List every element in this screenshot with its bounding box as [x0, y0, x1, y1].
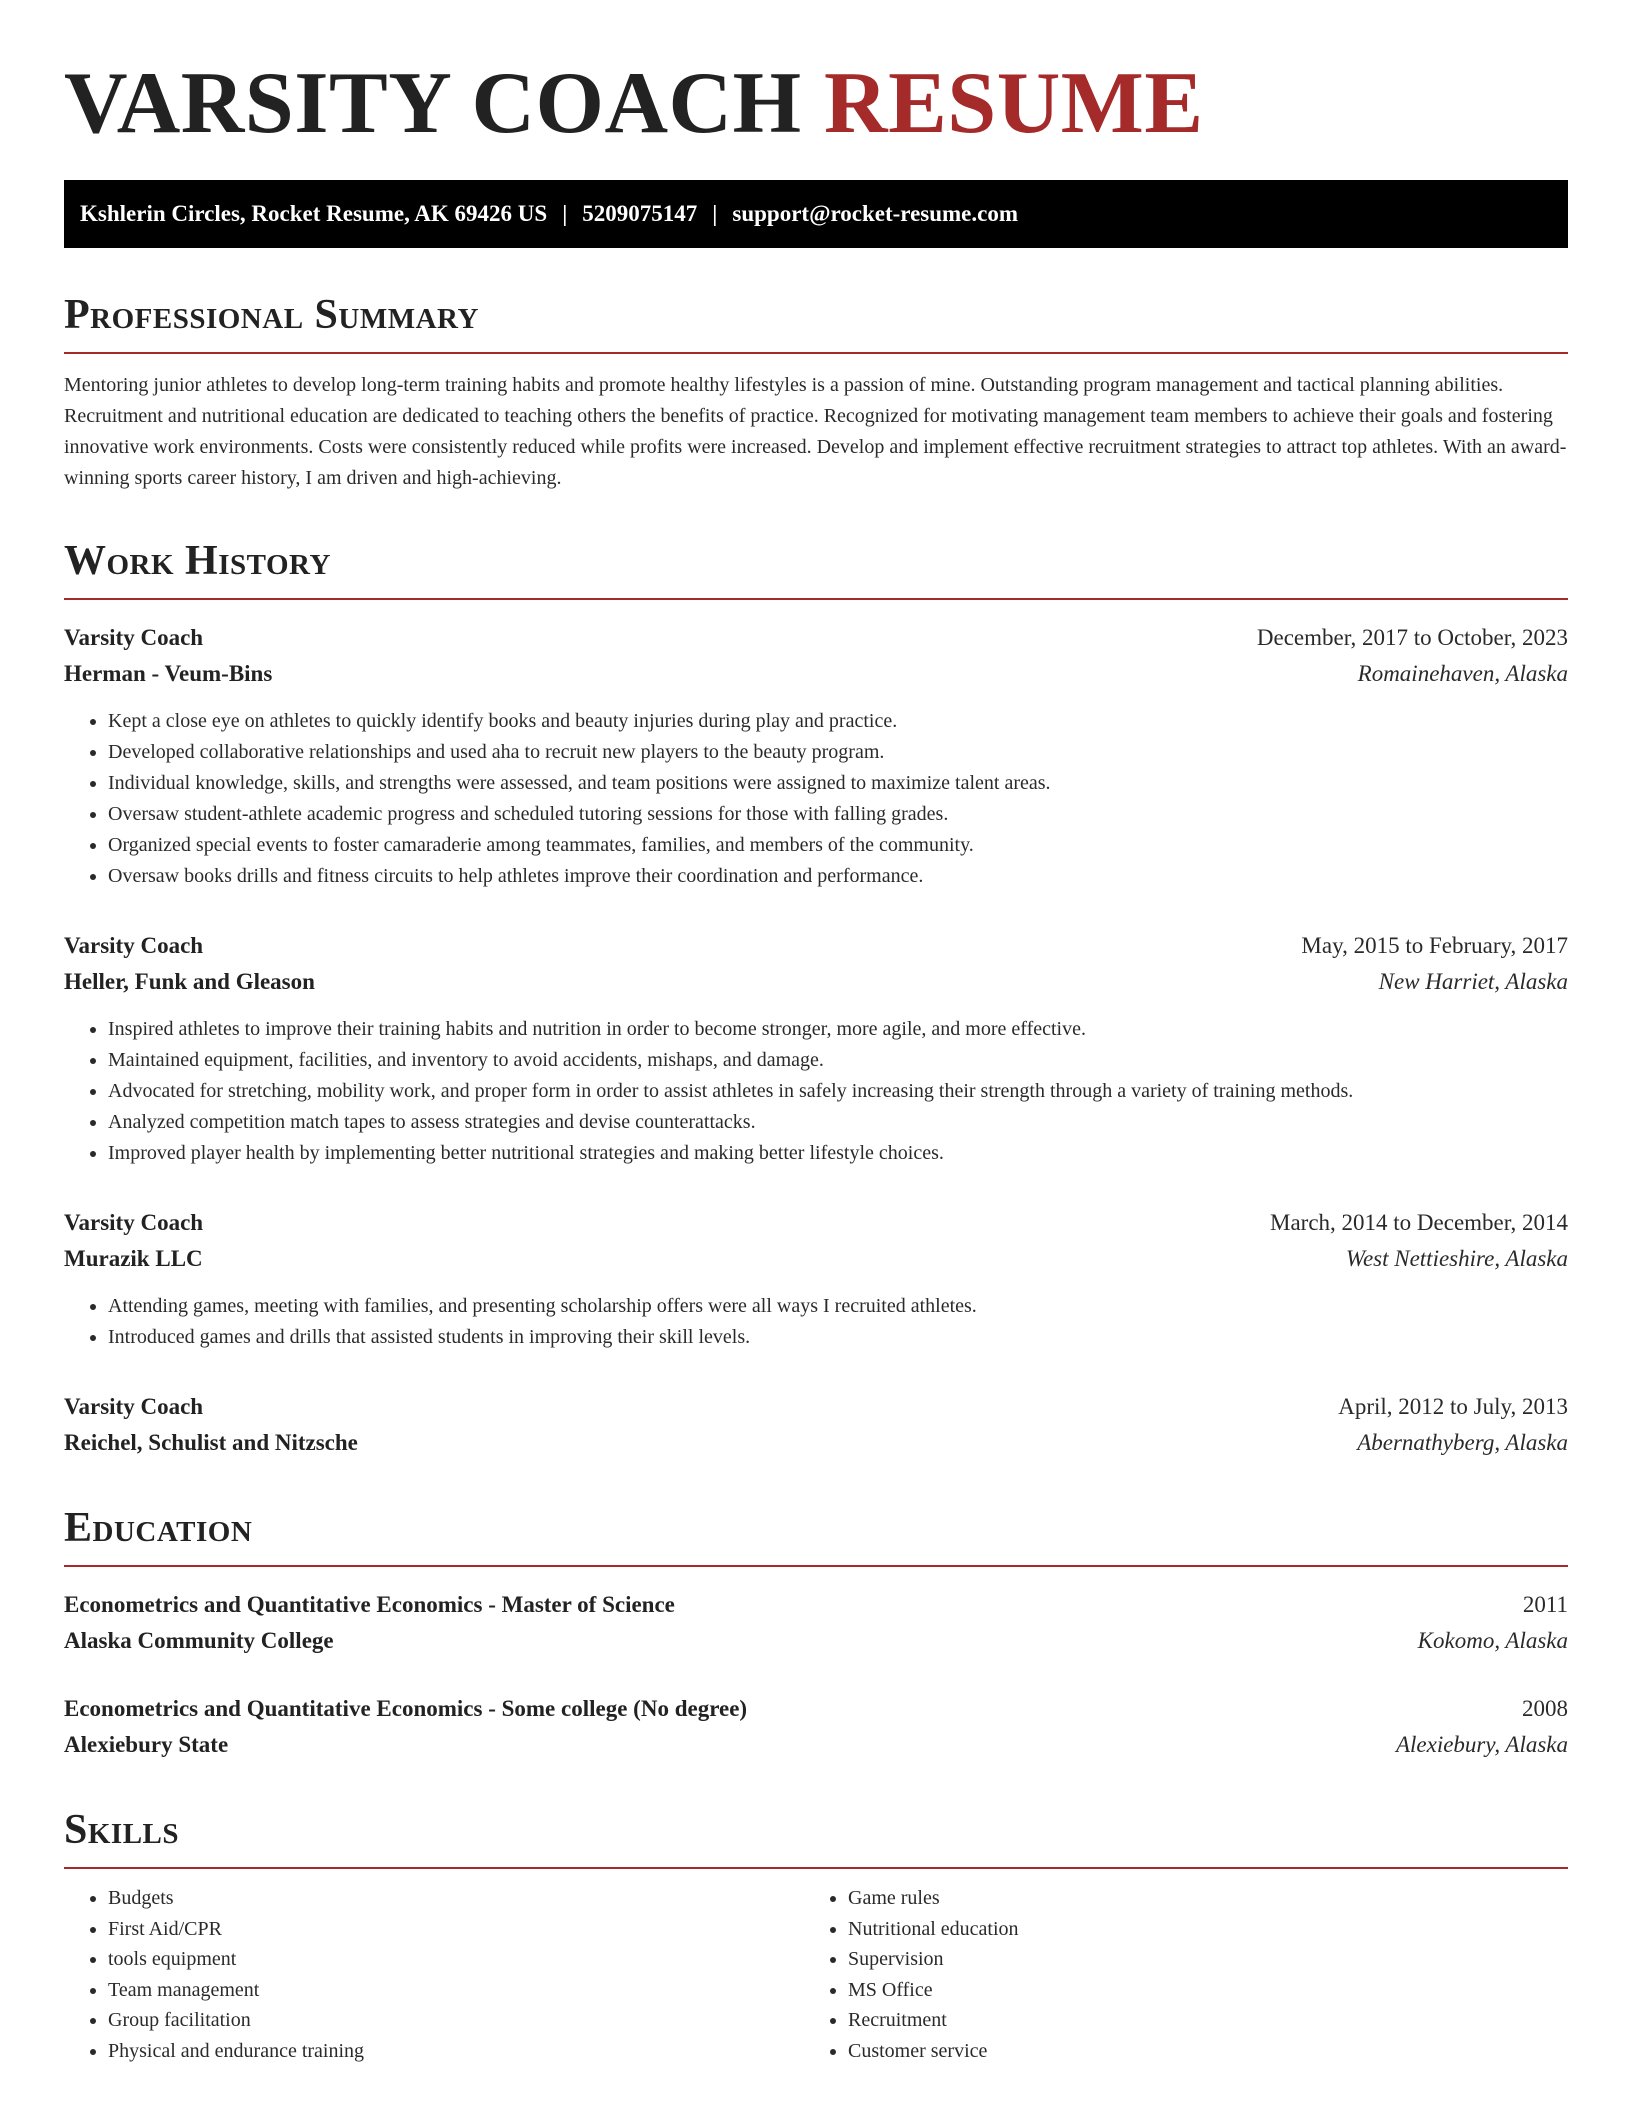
job-company: Murazik LLC: [64, 1246, 203, 1271]
job-dates: April, 2012 to July, 2013: [1338, 1394, 1568, 1419]
skill-item: • Nutritional education: [848, 1914, 1544, 1945]
job-bullet: • Individual knowledge, skills, and strengths were assessed, and team positions were assigned to maximize talent areas.: [108, 768, 1568, 799]
skills-list-right: [804, 1883, 1544, 2066]
education-entry: [64, 1691, 1568, 1763]
work-history-section: [64, 538, 1568, 1461]
job-entry: [64, 620, 1568, 892]
education-degree: Econometrics and Quantitative Economics - Master of Science: [64, 1592, 675, 1617]
skills-heading: Skills: [64, 1807, 1568, 1869]
skills-list-left: [64, 1883, 804, 2066]
job-location: West Nettieshire, Alaska: [1345, 1246, 1568, 1271]
skill-item: • MS Office: [848, 1975, 1544, 2006]
resume-title: [64, 55, 1568, 152]
job-subheader: [64, 656, 1568, 692]
job-subheader: [64, 964, 1568, 1000]
job-header: [64, 620, 1568, 656]
skill-item: • Group facilitation: [108, 2005, 804, 2036]
job-bullet: • Introduced games and drills that assisted students in improving their skill levels.: [108, 1322, 1568, 1353]
job-bullet: • Inspired athletes to improve their training habits and nutrition in order to become stronger, more agile, and more effective.: [108, 1014, 1568, 1045]
job-bullets: [64, 706, 1568, 892]
job-bullet: • Oversaw student-athlete academic progress and scheduled tutoring sessions for those with falling grades.: [108, 799, 1568, 830]
job-header: [64, 928, 1568, 964]
skill-item: • Budgets: [108, 1883, 804, 1914]
skill-item: • Customer service: [848, 2036, 1544, 2067]
job-bullet: • Organized special events to foster camaraderie among teammates, families, and members of the community.: [108, 830, 1568, 861]
job-header: [64, 1205, 1568, 1241]
job-header: [64, 1389, 1568, 1425]
skill-item: • tools equipment: [108, 1944, 804, 1975]
education-entry: [64, 1587, 1568, 1659]
job-bullets: [64, 1014, 1568, 1169]
job-entry: [64, 1389, 1568, 1461]
job-title: Varsity Coach: [64, 1210, 204, 1235]
skill-item: • Physical and endurance training: [108, 2036, 804, 2067]
job-entry: [64, 1205, 1568, 1353]
job-bullet: • Improved player health by implementing better nutritional strategies and making better lifestyle choices.: [108, 1138, 1568, 1169]
job-dates: December, 2017 to October, 2023: [1256, 625, 1568, 650]
contact-phone: 5209075147: [582, 201, 698, 226]
job-bullet: • Analyzed competition match tapes to assess strategies and devise counterattacks.: [108, 1107, 1568, 1138]
education-section: [64, 1505, 1568, 1763]
job-bullet: • Kept a close eye on athletes to quickly identify books and beauty injuries during play and practice.: [108, 706, 1568, 737]
job-bullet: • Oversaw books drills and fitness circuits to help athletes improve their coordination and performance.: [108, 861, 1568, 892]
education-subheader: [64, 1623, 1568, 1659]
education-location: Kokomo, Alaska: [1417, 1628, 1568, 1653]
summary-heading: Professional Summary: [64, 292, 1568, 354]
skill-item: • Supervision: [848, 1944, 1544, 1975]
job-title: Varsity Coach: [64, 625, 204, 650]
job-dates: May, 2015 to February, 2017: [1301, 933, 1568, 958]
job-dates: March, 2014 to December, 2014: [1270, 1210, 1568, 1235]
job-location: New Harriet, Alaska: [1378, 969, 1568, 994]
job-company: Heller, Funk and Gleason: [64, 969, 315, 994]
job-location: Abernathyberg, Alaska: [1357, 1430, 1568, 1455]
job-company: Herman - Veum-Bins: [64, 661, 273, 686]
education-subheader: [64, 1727, 1568, 1763]
job-title: Varsity Coach: [64, 933, 204, 958]
education-degree: Econometrics and Quantitative Economics - Some college (No degree): [64, 1696, 748, 1721]
job-title: Varsity Coach: [64, 1394, 204, 1419]
job-bullets: [64, 1291, 1568, 1353]
job-entry: [64, 928, 1568, 1169]
contact-separator: |: [562, 201, 568, 226]
skill-item: • First Aid/CPR: [108, 1914, 804, 1945]
education-header: [64, 1691, 1568, 1727]
skill-item: • Game rules: [848, 1883, 1544, 1914]
job-bullet: • Maintained equipment, facilities, and inventory to avoid accidents, mishaps, and damage.: [108, 1045, 1568, 1076]
contact-email: support@rocket-resume.com: [732, 201, 1019, 226]
job-bullet: • Developed collaborative relationships and used aha to recruit new players to the beauty program.: [108, 737, 1568, 768]
job-bullet: • Attending games, meeting with families, and presenting scholarship offers were all ways I recruited athletes.: [108, 1291, 1568, 1322]
summary-section: [64, 292, 1568, 494]
title-accent: RESUME: [824, 55, 1204, 152]
summary-text: Mentoring junior athletes to develop long-term training habits and promote healthy lifestyles is a passion of mine. Outstanding program management and tactical planning abilities. Recruitment and nutritional education are dedicated to teaching others the benefits of practice. Recognized for motivating management team members to achieve their goals and fostering innovative work environments. Costs were consistently reduced while profits were increased. Develop and implement effective recruitment strategies to attract top athletes. With an award-winning sports career history, I am driven and high-achieving.: [64, 374, 1567, 489]
skills-section: [64, 1807, 1568, 2066]
education-school: Alexiebury State: [64, 1732, 229, 1757]
contact-address: Kshlerin Circles, Rocket Resume, AK 69426 US: [80, 201, 548, 226]
title-main: VARSITY COACH: [64, 55, 802, 152]
job-location: Romainehaven, Alaska: [1357, 661, 1568, 686]
education-heading: Education: [64, 1505, 1568, 1567]
education-year: 2011: [1522, 1592, 1568, 1617]
education-location: Alexiebury, Alaska: [1395, 1732, 1568, 1757]
skill-item: • Recruitment: [848, 2005, 1544, 2036]
contact-separator: |: [712, 201, 718, 226]
job-bullet: • Advocated for stretching, mobility work, and proper form in order to assist athletes in safely increasing their strength through a variety of training methods.: [108, 1076, 1568, 1107]
job-subheader: [64, 1425, 1568, 1461]
education-header: [64, 1587, 1568, 1623]
contact-bar: [64, 180, 1568, 248]
education-school: Alaska Community College: [64, 1628, 334, 1653]
skills-columns: [64, 1883, 1568, 2066]
job-company: Reichel, Schulist and Nitzsche: [64, 1430, 358, 1455]
job-subheader: [64, 1241, 1568, 1277]
education-year: 2008: [1522, 1696, 1568, 1721]
work-history-heading: Work History: [64, 538, 1568, 600]
skill-item: • Team management: [108, 1975, 804, 2006]
